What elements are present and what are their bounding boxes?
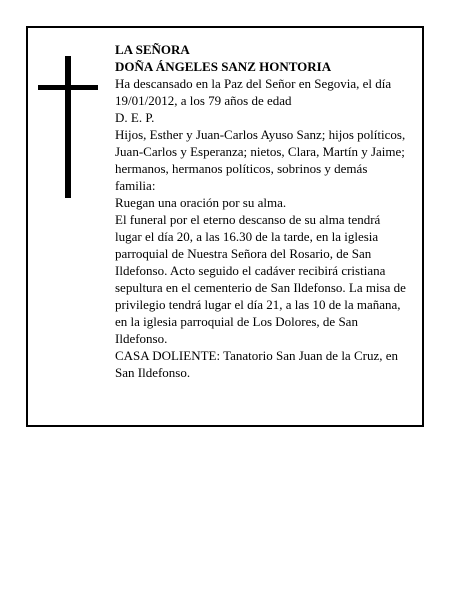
family-line: Juan-Carlos y Esperanza; nietos, Clara, Martín y Jaime; — [115, 144, 405, 159]
cross-vertical-bar — [65, 56, 71, 198]
death-line: 19/01/2012, a los 79 años de edad — [115, 93, 292, 108]
family-line: Hijos, Esther y Juan-Carlos Ayuso Sanz; hijos políticos, — [115, 127, 406, 142]
family-line: familia: — [115, 178, 156, 193]
obituary-notice — [26, 26, 424, 427]
family-line: hermanos, hermanos políticos, sobrinos y demás — [115, 161, 368, 176]
casa-doliente-line: CASA DOLIENTE: Tanatorio San Juan de la Cruz, en — [115, 348, 398, 363]
funeral-line: Ildefonso. Acto seguido el cadáver recibirá cristiana — [115, 263, 386, 278]
funeral-line: lugar el día 20, a las 16.30 de la tarde, en la iglesia — [115, 229, 379, 244]
funeral-line: sepultura en el cementerio de San Ildefonso. La misa de — [115, 280, 406, 295]
funeral-line: Ildefonso. — [115, 331, 168, 346]
funeral-line: El funeral por el eterno descanso de su alma tendrá — [115, 212, 381, 227]
deceased-name: DOÑA ÁNGELES SANZ HONTORIA — [115, 59, 332, 74]
funeral-line: parroquial de Nuestra Señora del Rosario, de San — [115, 246, 372, 261]
funeral-line: privilegio tendrá lugar el día 21, a las 10 de la mañana, — [115, 297, 401, 312]
cross-icon — [38, 56, 98, 198]
funeral-line: en la iglesia parroquial de Los Dolores, de San — [115, 314, 358, 329]
prayer-line: Ruegan una oración por su alma. — [115, 195, 287, 210]
death-line: Ha descansado en la Paz del Señor en Segovia, el día — [115, 76, 392, 91]
cross-horizontal-bar — [38, 85, 98, 90]
rip-line: D. E. P. — [115, 110, 155, 125]
title-line: LA SEÑORA — [115, 42, 190, 57]
casa-doliente-line: San Ildefonso. — [115, 365, 191, 380]
notice-text — [115, 41, 425, 381]
